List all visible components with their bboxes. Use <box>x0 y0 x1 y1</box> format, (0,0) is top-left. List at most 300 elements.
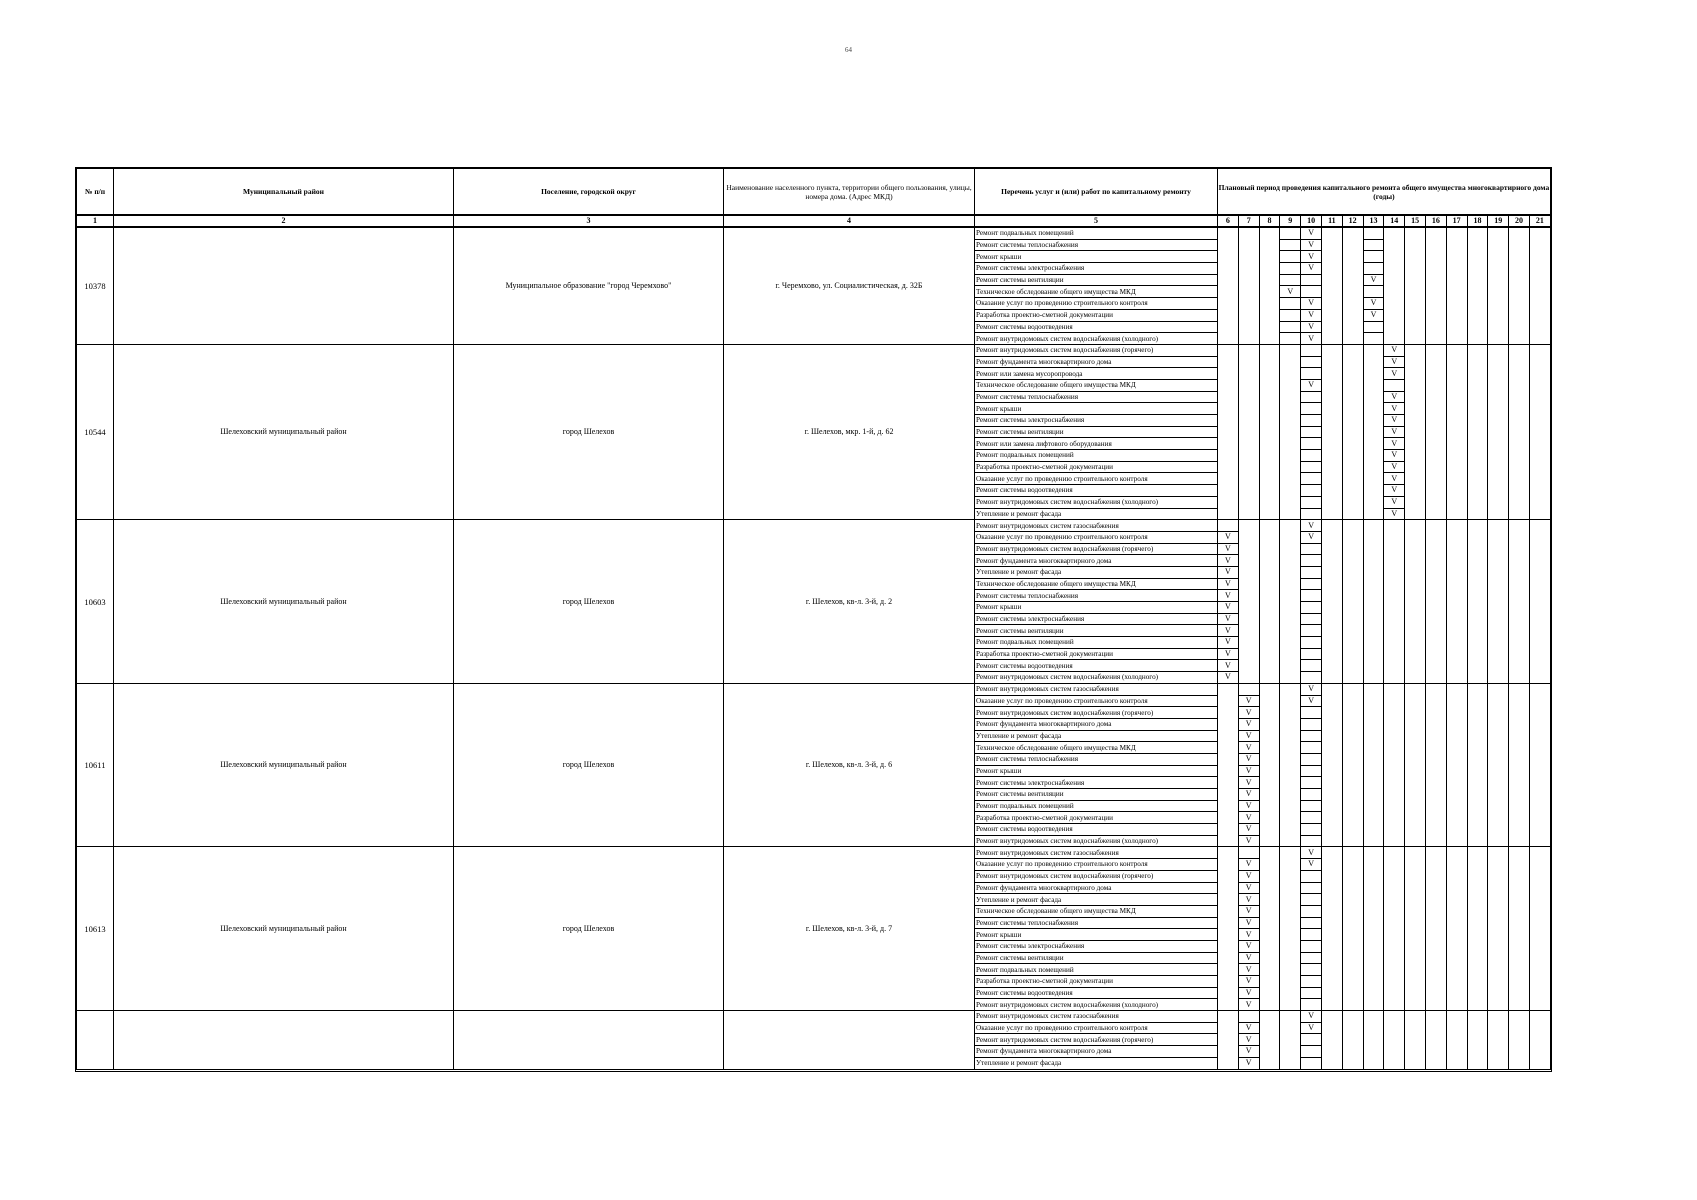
year-cell <box>1218 309 1239 321</box>
year-cell <box>1529 789 1550 801</box>
year-cell <box>1218 520 1239 532</box>
year-cell <box>1259 742 1280 754</box>
year-cell <box>1238 321 1259 333</box>
year-cell <box>1529 333 1550 345</box>
year-cell <box>1509 531 1530 543</box>
year-cell <box>1509 356 1530 368</box>
year-cell <box>1446 683 1467 695</box>
year-cell <box>1301 835 1322 847</box>
work-item: Разработка проектно-сметной документации <box>975 461 1218 473</box>
year-mark: V <box>1238 917 1259 929</box>
year-cell <box>1301 602 1322 614</box>
year-cell <box>1488 555 1509 567</box>
year-cell <box>1259 286 1280 298</box>
year-cell <box>1384 964 1405 976</box>
year-cell <box>1425 356 1446 368</box>
year-cell <box>1238 473 1259 485</box>
year-cell <box>1238 426 1259 438</box>
year-cell <box>1488 543 1509 555</box>
year-cell <box>1509 707 1530 719</box>
year-cell <box>1467 1034 1488 1046</box>
year-cell <box>1488 485 1509 497</box>
work-item: Ремонт или замена лифтового оборудования <box>975 438 1218 450</box>
year-cell <box>1280 321 1301 333</box>
year-cell <box>1238 309 1259 321</box>
year-cell <box>1384 952 1405 964</box>
year-cell <box>1301 917 1322 929</box>
year-cell <box>1238 683 1259 695</box>
year-mark: V <box>1301 298 1322 310</box>
year-cell <box>1238 613 1259 625</box>
year-cell <box>1280 415 1301 427</box>
year-cell <box>1425 905 1446 917</box>
year-cell <box>1238 496 1259 508</box>
year-cell <box>1467 543 1488 555</box>
settlement: город Шелехов <box>454 847 724 1011</box>
year-cell <box>1280 473 1301 485</box>
year-cell <box>1218 695 1239 707</box>
year-cell <box>1259 578 1280 590</box>
year-cell <box>1342 613 1363 625</box>
settlement: город Шелехов <box>454 344 724 519</box>
year-cell <box>1321 824 1342 836</box>
year-mark: V <box>1238 929 1259 941</box>
year-cell <box>1342 777 1363 789</box>
year-cell <box>1342 859 1363 871</box>
year-cell <box>1342 929 1363 941</box>
year-cell <box>1467 894 1488 906</box>
year-cell <box>1467 905 1488 917</box>
year-cell <box>1529 368 1550 380</box>
work-item: Ремонт крыши <box>975 251 1218 263</box>
year-cell <box>1425 812 1446 824</box>
year-cell <box>1467 403 1488 415</box>
year-cell <box>1363 263 1384 275</box>
year-cell <box>1446 566 1467 578</box>
year-cell <box>1280 789 1301 801</box>
year-cell <box>1467 859 1488 871</box>
year-cell <box>1280 333 1301 345</box>
work-item: Ремонт подвальных помещений <box>975 964 1218 976</box>
year-cell <box>1425 999 1446 1011</box>
year-cell <box>1488 777 1509 789</box>
year-cell <box>1301 777 1322 789</box>
work-item: Утепление и ремонт фасада <box>975 1057 1218 1069</box>
year-cell <box>1259 356 1280 368</box>
year-cell <box>1529 415 1550 427</box>
year-cell <box>1488 298 1509 310</box>
year-cell <box>1280 672 1301 684</box>
year-mark: V <box>1384 438 1405 450</box>
year-cell <box>1467 508 1488 520</box>
year-cell <box>1342 555 1363 567</box>
work-item: Техническое обследование общего имущества МКД <box>975 742 1218 754</box>
year-cell <box>1384 578 1405 590</box>
work-item: Ремонт системы вентиляции <box>975 274 1218 286</box>
year-cell <box>1384 765 1405 777</box>
year-cell <box>1321 227 1342 239</box>
year-cell <box>1342 718 1363 730</box>
year-cell <box>1509 543 1530 555</box>
year-mark: V <box>1218 660 1239 672</box>
year-cell <box>1301 824 1322 836</box>
year-cell <box>1342 578 1363 590</box>
work-item: Утепление и ремонт фасада <box>975 566 1218 578</box>
year-cell <box>1425 800 1446 812</box>
year-cell <box>1384 777 1405 789</box>
year-cell <box>1218 391 1239 403</box>
year-cell <box>1405 707 1426 719</box>
year-cell <box>1321 379 1342 391</box>
year-cell <box>1280 298 1301 310</box>
year-cell <box>1321 1046 1342 1058</box>
year-cell <box>1488 520 1509 532</box>
year-cell <box>1529 344 1550 356</box>
year-cell <box>1280 718 1301 730</box>
year-cell <box>1301 1034 1322 1046</box>
work-item: Оказание услуг по проведению строительного контроля <box>975 531 1218 543</box>
year-cell <box>1488 882 1509 894</box>
year-cell <box>1321 765 1342 777</box>
year-cell <box>1384 730 1405 742</box>
year-cell <box>1321 415 1342 427</box>
year-cell <box>1342 590 1363 602</box>
year-cell <box>1301 356 1322 368</box>
year-cell <box>1529 450 1550 462</box>
year-cell <box>1218 964 1239 976</box>
year-cell <box>1238 578 1259 590</box>
year-cell <box>1509 473 1530 485</box>
year-cell <box>1342 508 1363 520</box>
year-cell <box>1384 625 1405 637</box>
year-cell <box>1488 695 1509 707</box>
year-cell <box>1488 438 1509 450</box>
year-mark: V <box>1238 789 1259 801</box>
year-cell <box>1301 590 1322 602</box>
year-mark: V <box>1384 368 1405 380</box>
year-mark: V <box>1238 964 1259 976</box>
year-cell <box>1301 485 1322 497</box>
year-mark: V <box>1238 870 1259 882</box>
year-cell <box>1342 707 1363 719</box>
year-cell <box>1342 683 1363 695</box>
year-cell <box>1384 1034 1405 1046</box>
year-cell <box>1342 356 1363 368</box>
year-cell <box>1425 765 1446 777</box>
year-cell <box>1218 485 1239 497</box>
year-mark: V <box>1238 1034 1259 1046</box>
year-mark: V <box>1384 391 1405 403</box>
year-cell <box>1467 473 1488 485</box>
record-number: 10611 <box>77 683 114 847</box>
year-mark: V <box>1384 344 1405 356</box>
year-cell <box>1405 718 1426 730</box>
year-cell <box>1321 789 1342 801</box>
year-cell <box>1529 637 1550 649</box>
year-cell <box>1384 929 1405 941</box>
year-cell <box>1405 1011 1426 1023</box>
year-cell <box>1488 461 1509 473</box>
year-cell <box>1342 368 1363 380</box>
work-item: Ремонт крыши <box>975 403 1218 415</box>
year-cell <box>1446 1011 1467 1023</box>
year-cell <box>1280 835 1301 847</box>
year-cell <box>1446 637 1467 649</box>
year-cell <box>1509 859 1530 871</box>
work-item: Ремонт или замена мусоропровода <box>975 368 1218 380</box>
year-cell <box>1384 263 1405 275</box>
work-item: Разработка проектно-сметной документации <box>975 812 1218 824</box>
year-cell <box>1321 672 1342 684</box>
year-cell <box>1488 870 1509 882</box>
work-item: Ремонт системы электроснабжения <box>975 263 1218 275</box>
year-cell <box>1342 543 1363 555</box>
work-item: Ремонт системы вентиляции <box>975 789 1218 801</box>
work-item: Ремонт системы вентиляции <box>975 952 1218 964</box>
column-number: 3 <box>454 215 724 227</box>
year-cell <box>1259 274 1280 286</box>
year-cell <box>1509 648 1530 660</box>
year-column-number: 15 <box>1405 215 1426 227</box>
year-cell <box>1405 508 1426 520</box>
year-mark: V <box>1238 1057 1259 1069</box>
year-cell <box>1529 531 1550 543</box>
year-cell <box>1405 695 1426 707</box>
year-cell <box>1467 940 1488 952</box>
year-cell <box>1425 450 1446 462</box>
table-row <box>77 847 1551 859</box>
work-item: Оказание услуг по проведению строительного контроля <box>975 298 1218 310</box>
year-cell <box>1238 508 1259 520</box>
year-cell <box>1446 999 1467 1011</box>
year-cell <box>1446 520 1467 532</box>
year-cell <box>1363 1046 1384 1058</box>
work-item: Ремонт системы электроснабжения <box>975 777 1218 789</box>
year-cell <box>1405 251 1426 263</box>
year-mark: V <box>1238 1022 1259 1034</box>
year-cell <box>1446 496 1467 508</box>
year-cell <box>1321 1022 1342 1034</box>
year-cell <box>1363 1022 1384 1034</box>
year-cell <box>1384 672 1405 684</box>
year-cell <box>1446 987 1467 999</box>
year-cell <box>1509 368 1530 380</box>
year-cell <box>1509 391 1530 403</box>
year-cell <box>1446 660 1467 672</box>
year-cell <box>1363 999 1384 1011</box>
year-cell <box>1363 1057 1384 1069</box>
year-cell <box>1218 426 1239 438</box>
year-cell <box>1529 555 1550 567</box>
house-address: г. Шелехов, кв-л. 3-й, д. 6 <box>724 683 975 847</box>
year-cell <box>1425 274 1446 286</box>
year-cell <box>1342 520 1363 532</box>
house-address: г. Шелехов, кв-л. 3-й, д. 2 <box>724 520 975 684</box>
year-cell <box>1405 789 1426 801</box>
year-cell <box>1529 309 1550 321</box>
year-cell <box>1342 1046 1363 1058</box>
year-cell <box>1342 403 1363 415</box>
year-cell <box>1425 929 1446 941</box>
year-cell <box>1529 543 1550 555</box>
year-cell <box>1363 485 1384 497</box>
year-cell <box>1363 239 1384 251</box>
year-cell <box>1467 251 1488 263</box>
year-cell <box>1467 800 1488 812</box>
year-mark: V <box>1218 602 1239 614</box>
header-works: Перечень услуг и (или) работ по капитальному ремонту <box>975 169 1218 216</box>
year-cell <box>1342 298 1363 310</box>
year-cell <box>1218 718 1239 730</box>
house-address: г. Шелехов, мкр. 1-й, д. 62 <box>724 344 975 519</box>
year-cell <box>1342 251 1363 263</box>
year-cell <box>1488 917 1509 929</box>
year-cell <box>1488 227 1509 239</box>
year-cell <box>1384 660 1405 672</box>
year-cell <box>1363 251 1384 263</box>
work-item: Ремонт системы водоотведения <box>975 660 1218 672</box>
year-cell <box>1509 753 1530 765</box>
year-cell <box>1363 835 1384 847</box>
year-mark: V <box>1301 847 1322 859</box>
year-cell <box>1529 765 1550 777</box>
year-cell <box>1238 438 1259 450</box>
year-cell <box>1259 333 1280 345</box>
year-cell <box>1321 637 1342 649</box>
year-cell <box>1218 765 1239 777</box>
year-cell <box>1363 707 1384 719</box>
year-cell <box>1342 379 1363 391</box>
record-number <box>77 1011 114 1069</box>
year-cell <box>1280 847 1301 859</box>
year-cell <box>1509 602 1530 614</box>
work-item: Ремонт внутридомовых систем водоснабжения (холодного) <box>975 496 1218 508</box>
year-cell <box>1280 859 1301 871</box>
year-cell <box>1301 882 1322 894</box>
year-cell <box>1509 566 1530 578</box>
year-cell <box>1384 917 1405 929</box>
year-cell <box>1301 274 1322 286</box>
year-cell <box>1446 894 1467 906</box>
header-settlement: Поселение, городской округ <box>454 169 724 216</box>
year-cell <box>1259 531 1280 543</box>
year-cell <box>1425 543 1446 555</box>
year-cell <box>1321 882 1342 894</box>
year-cell <box>1301 461 1322 473</box>
year-cell <box>1363 415 1384 427</box>
year-cell <box>1425 415 1446 427</box>
year-cell <box>1280 940 1301 952</box>
year-cell <box>1342 660 1363 672</box>
year-cell <box>1280 707 1301 719</box>
house-address <box>724 1011 975 1069</box>
year-cell <box>1301 473 1322 485</box>
year-cell <box>1218 321 1239 333</box>
year-cell <box>1509 718 1530 730</box>
column-number-row <box>77 215 1551 227</box>
year-cell <box>1509 344 1530 356</box>
year-cell <box>1259 882 1280 894</box>
year-cell <box>1488 274 1509 286</box>
year-cell <box>1259 450 1280 462</box>
year-cell <box>1363 496 1384 508</box>
year-cell <box>1259 917 1280 929</box>
year-cell <box>1488 718 1509 730</box>
year-cell <box>1446 578 1467 590</box>
year-cell <box>1342 987 1363 999</box>
year-cell <box>1259 730 1280 742</box>
year-cell <box>1446 835 1467 847</box>
year-cell <box>1446 613 1467 625</box>
year-mark: V <box>1363 274 1384 286</box>
year-cell <box>1529 356 1550 368</box>
year-cell <box>1446 648 1467 660</box>
year-cell <box>1218 1046 1239 1058</box>
year-cell <box>1238 379 1259 391</box>
year-cell <box>1259 426 1280 438</box>
year-cell <box>1301 613 1322 625</box>
year-cell <box>1321 870 1342 882</box>
year-cell <box>1342 812 1363 824</box>
year-cell <box>1342 415 1363 427</box>
year-cell <box>1529 496 1550 508</box>
year-cell <box>1280 508 1301 520</box>
year-cell <box>1446 379 1467 391</box>
year-cell <box>1280 1034 1301 1046</box>
year-cell <box>1509 800 1530 812</box>
year-cell <box>1446 800 1467 812</box>
year-cell <box>1467 274 1488 286</box>
year-cell <box>1342 227 1363 239</box>
year-cell <box>1488 847 1509 859</box>
year-cell <box>1280 660 1301 672</box>
year-cell <box>1384 590 1405 602</box>
year-cell <box>1218 940 1239 952</box>
year-cell <box>1488 1046 1509 1058</box>
year-cell <box>1488 368 1509 380</box>
year-cell <box>1218 1022 1239 1034</box>
year-cell <box>1384 1022 1405 1034</box>
year-cell <box>1218 298 1239 310</box>
year-cell <box>1259 660 1280 672</box>
year-cell <box>1529 1022 1550 1034</box>
year-cell <box>1488 789 1509 801</box>
work-item: Утепление и ремонт фасада <box>975 894 1218 906</box>
year-cell <box>1384 531 1405 543</box>
work-item: Ремонт внутридомовых систем газоснабжения <box>975 520 1218 532</box>
table-body <box>77 227 1551 1069</box>
work-item: Техническое обследование общего имущества МКД <box>975 905 1218 917</box>
municipal-district <box>114 227 454 344</box>
year-cell <box>1238 543 1259 555</box>
year-cell <box>1384 274 1405 286</box>
year-cell <box>1488 672 1509 684</box>
year-mark: V <box>1384 450 1405 462</box>
year-cell <box>1405 531 1426 543</box>
year-cell <box>1488 251 1509 263</box>
year-cell <box>1321 660 1342 672</box>
year-cell <box>1529 847 1550 859</box>
year-mark: V <box>1238 812 1259 824</box>
year-cell <box>1425 298 1446 310</box>
year-cell <box>1488 952 1509 964</box>
year-cell <box>1446 263 1467 275</box>
year-cell <box>1342 1011 1363 1023</box>
year-cell <box>1342 450 1363 462</box>
year-cell <box>1425 742 1446 754</box>
year-cell <box>1238 461 1259 473</box>
capital-repair-table <box>75 167 1552 1072</box>
